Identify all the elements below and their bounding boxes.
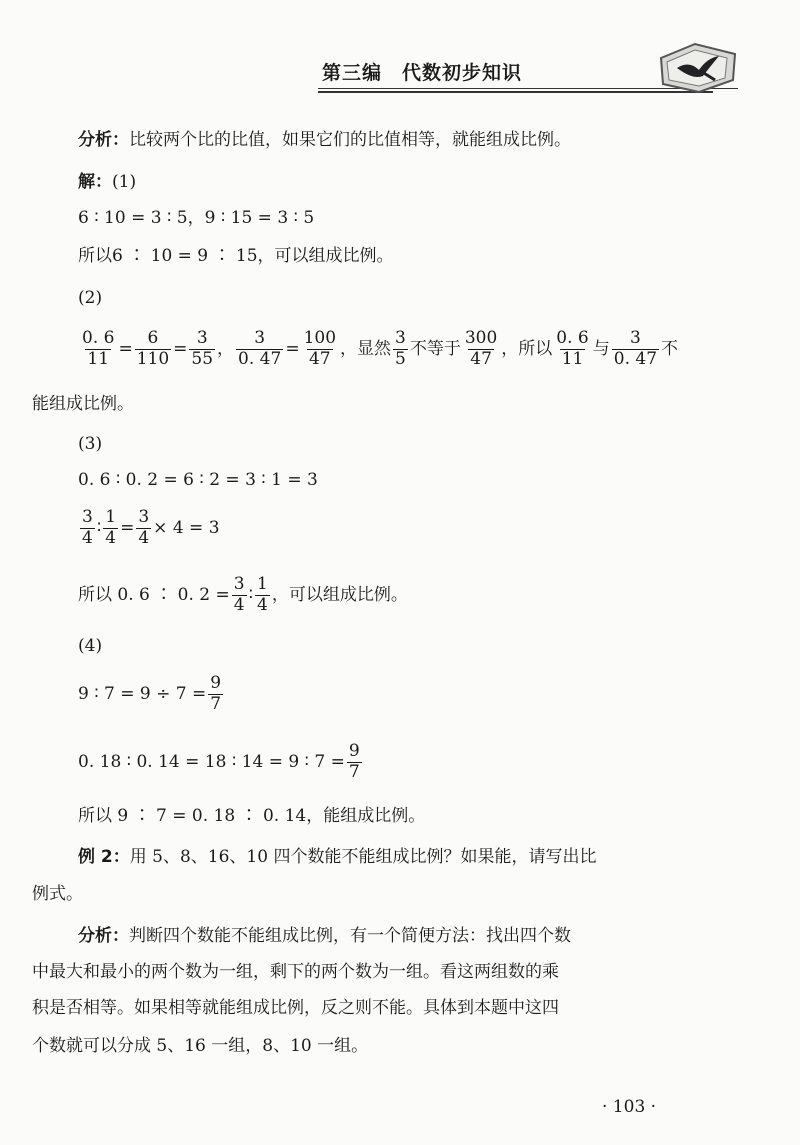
separator: ， (217, 339, 235, 359)
paragraph-line: 个数就可以分成 5、16 一组，8、10 一组。 (32, 1036, 369, 1056)
fraction: $\frac{3}{0. 47}$ (238, 327, 282, 369)
equation-line: 0. 6 ∶ 0. 2 = 6 ∶ 2 = 3 ∶ 1 = 3 (78, 470, 318, 490)
book-logo-icon (655, 40, 739, 96)
fraction: $\frac{6}{110}$ (136, 327, 170, 369)
page-number: · 103 · (602, 1097, 657, 1117)
fraction: $\frac{3}{55}$ (191, 327, 214, 369)
fraction-equation-line (78, 573, 408, 617)
fraction: $\frac{3}{5}$ (395, 327, 406, 369)
equals-sign: = (120, 518, 135, 538)
analysis-label: 分析： (78, 926, 129, 946)
text-fragment: ，显然 (340, 339, 392, 359)
fraction: $\frac{300}{47}$ (464, 327, 498, 369)
continuation-line: 例式。 (32, 884, 83, 904)
analysis-label: 分析： (78, 130, 129, 150)
part-number: (2) (78, 288, 103, 308)
fraction: $\frac{1}{4}$ (105, 506, 117, 548)
equals-sign: = (285, 339, 300, 359)
fraction: $\frac{3}{0. 47}$ (613, 327, 658, 369)
fraction-equation-line (78, 740, 364, 784)
equals-sign: = (118, 339, 133, 359)
text-fragment: × 4 = 3 (153, 518, 220, 538)
fraction: $\frac{0. 6}{11}$ (556, 327, 589, 369)
example-text: 用 5、8、16、10 四个数能不能组成比例？如果能，请写出比 (129, 847, 597, 867)
part-number: (1) (112, 172, 137, 192)
fraction-equation-line (78, 327, 678, 371)
text-fragment: 与 (592, 339, 610, 359)
colon: ∶ (96, 518, 102, 538)
analysis-paragraph (78, 924, 571, 948)
text-fragment: ，所以 (501, 339, 553, 359)
header-rule-bold (318, 91, 713, 93)
fraction: $\frac{1}{4}$ (257, 573, 268, 615)
solution-heading (78, 170, 136, 194)
fraction: $\frac{9}{7}$ (210, 672, 222, 714)
equals-sign: = (173, 339, 188, 359)
equation-line: 6 ∶ 10 = 3 ∶ 5，9 ∶ 15 = 3 ∶ 5 (78, 208, 315, 228)
text-fragment: 9 ∶ 7 = 9 ÷ 7 = (78, 684, 207, 704)
text-fragment: 所以 0. 6 ∶ 0. 2 = (78, 585, 230, 605)
example-label: 例 2： (78, 847, 130, 867)
fraction-equation-line (78, 672, 225, 716)
solution-label: 解： (78, 172, 112, 192)
fraction: $\frac{0. 6}{11}$ (82, 327, 115, 369)
analysis-text: 比较两个比的比值，如果它们的比值相等，就能组成比例。 (129, 130, 571, 150)
analysis-text: 判断四个数能不能组成比例，有一个简便方法：找出四个数 (129, 926, 571, 946)
fraction: $\frac{3}{4}$ (82, 506, 93, 548)
example-heading (78, 845, 596, 869)
chapter-title: 第三编 代数初步知识 (322, 62, 523, 84)
fraction-equation-line (78, 506, 220, 550)
fraction: $\frac{9}{7}$ (348, 740, 360, 782)
text-fragment: 不 (661, 339, 679, 359)
part-number: (4) (78, 636, 103, 656)
text-fragment: ，可以组成比例。 (271, 585, 408, 605)
text-fragment: 不等于 (409, 339, 461, 359)
fraction: $\frac{3}{4}$ (138, 506, 150, 548)
fraction: $\frac{3}{4}$ (233, 573, 245, 615)
part-number: (3) (78, 434, 103, 454)
paragraph-line: 积是否相等。如果相等就能组成比例，反之则不能。具体到本题中这四 (32, 998, 559, 1018)
colon: ∶ (248, 585, 254, 605)
analysis-paragraph (78, 128, 571, 152)
conclusion-line: 所以6 ∶ 10 = 9 ∶ 15，可以组成比例。 (78, 246, 394, 266)
conclusion-line: 所以 9 ∶ 7 = 0. 18 ∶ 0. 14，能组成比例。 (78, 806, 426, 826)
text-fragment: 0. 18 ∶ 0. 14 = 18 ∶ 14 = 9 ∶ 7 = (78, 752, 345, 772)
fraction: $\frac{100}{47}$ (303, 327, 337, 369)
paragraph-line: 中最大和最小的两个数为一组，剩下的两个数为一组。看这两组数的乘 (32, 962, 559, 982)
continuation-line: 能组成比例。 (32, 394, 134, 414)
